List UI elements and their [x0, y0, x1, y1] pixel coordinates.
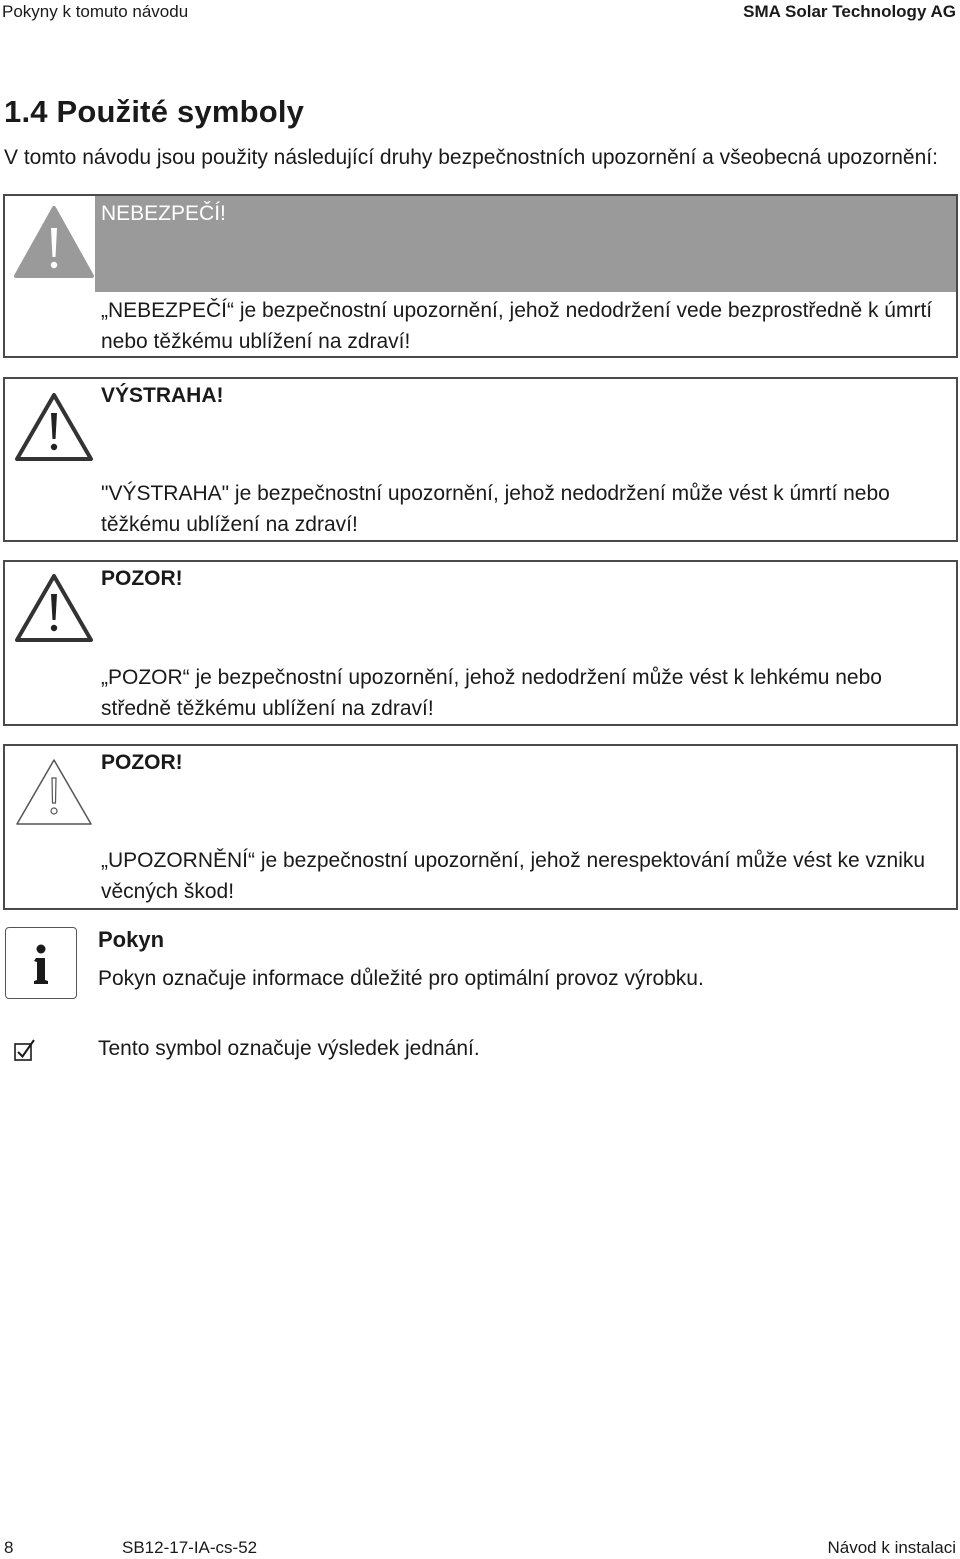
notice-damage: [3, 744, 958, 910]
danger-label: NEBEZPEČÍ!: [101, 202, 226, 225]
note-text: Pokyn označuje informace důležité pro optimální provoz výrobku.: [98, 967, 704, 990]
warning-triangle-outline-icon: [13, 570, 95, 646]
result-text: Tento symbol označuje výsledek jednání.: [98, 1037, 480, 1060]
header-company: SMA Solar Technology AG: [743, 2, 956, 21]
info-icon: [5, 927, 77, 999]
page-title: 1.4 Použité symboly: [4, 94, 305, 129]
warning-triangle-outline-icon: [13, 389, 95, 465]
danger-notice: [3, 194, 958, 358]
checkbox-checked-icon: [14, 1038, 36, 1062]
warning-triangle-filled-icon: [13, 204, 95, 280]
caution-label: POZOR!: [101, 567, 183, 590]
danger-text: „NEBEZPEČÍ“ je bezpečnostní upozornění, jehož nedodržení vede bezprostředně k úmrtí nebo těžkému ublížení na zdraví!: [101, 299, 933, 353]
warning-text: "VÝSTRAHA" je bezpečnostní upozornění, jehož nedodržení může vést k úmrtí nebo těžkému ublížení na zdraví!: [101, 482, 890, 536]
intro-text: V tomto návodu jsou použity následující druhy bezpečnostních upozornění a všeobecná upozornění:: [4, 146, 938, 169]
caution-text: „POZOR“ je bezpečnostní upozornění, jehož nedodržení může vést k lehkému nebo středně těžkému ublížení na zdraví!: [101, 666, 882, 720]
note-label: Pokyn: [98, 927, 165, 952]
document-code: SB12-17-IA-cs-52: [122, 1538, 258, 1557]
caution-notice: [3, 560, 958, 726]
notice-text: „UPOZORNĚNÍ“ je bezpečnostní upozornění, jehož nerespektování může vést ke vzniku věcných škod!: [101, 849, 926, 903]
header-left: Pokyny k tomuto návodu: [2, 2, 189, 21]
warning-triangle-thin-icon: [13, 754, 95, 830]
notice-label: POZOR!: [101, 751, 183, 774]
footer-doc-title: Návod k instalaci: [827, 1538, 956, 1557]
warning-notice: [3, 377, 958, 542]
page-number: 8: [4, 1538, 14, 1557]
warning-label: VÝSTRAHA!: [101, 384, 224, 407]
